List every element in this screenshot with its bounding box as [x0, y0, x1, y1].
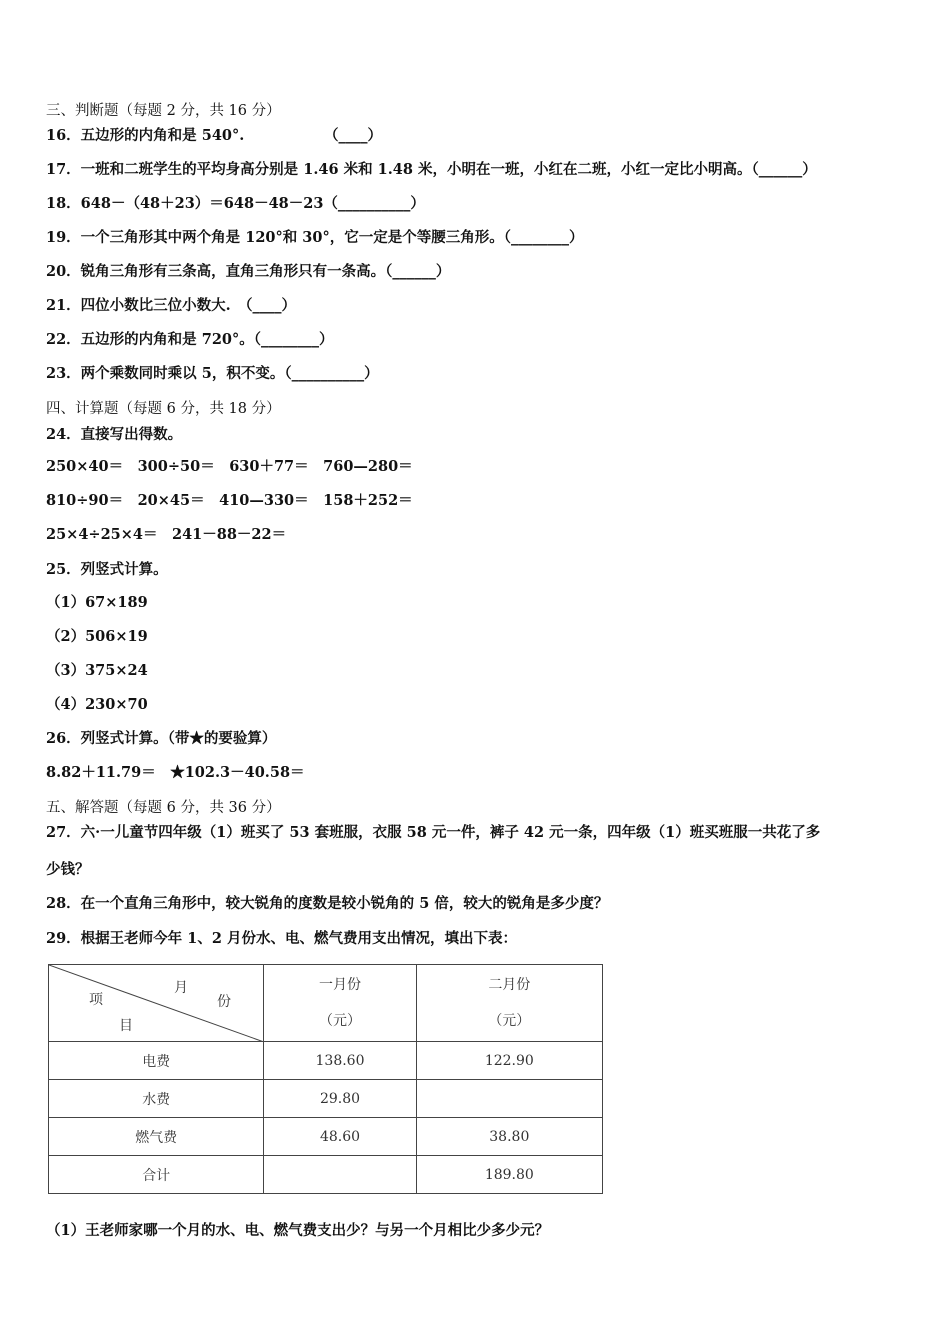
corner-label-fen: 份	[217, 994, 231, 1010]
question-20: 20．锐角三角形有三条高，直角三角形只有一条高。（______）	[46, 263, 451, 280]
february-cell: 122.90	[416, 1042, 602, 1080]
february-cell: 189.80	[416, 1156, 602, 1194]
sec5-heading: 五、解答题（每题 6 分，共 36 分）	[46, 800, 281, 816]
corner-label-item: 项	[89, 992, 103, 1008]
q24-row-3: 25×4÷25×4＝ 241－88－22＝	[46, 526, 287, 543]
january-cell: 138.60	[264, 1042, 416, 1080]
january-title: 一月份	[319, 977, 361, 993]
question-29: 29．根据王老师今年 1、2 月份水、电、燃气费用支出情况，填出下表：	[46, 930, 517, 947]
corner-label-mu: 目	[119, 1018, 133, 1034]
february-unit: （元）	[488, 1013, 531, 1029]
january-cell	[264, 1156, 416, 1194]
question-23: 23．两个乘数同时乘以 5，积不变。（__________）	[46, 365, 379, 382]
q25-item-2: （2）506×19	[46, 628, 148, 645]
row-label: 水费	[49, 1080, 264, 1118]
question-19: 19．一个三角形其中两个角是 120°和 30°，它一定是个等腰三角形。（________）	[46, 229, 584, 246]
question-27-line-1: 27．六·一儿童节四年级（1）班买了 53 套班服，衣服 58 元一件，裤子 42 元一条，四年级（1）班买班服一共花了多	[46, 824, 821, 841]
q25-item-4: （4）230×70	[46, 696, 148, 713]
table-row	[49, 1156, 603, 1194]
header-february	[416, 965, 602, 1042]
corner-label-month: 月	[174, 980, 188, 996]
q25-item-3: （3）375×24	[46, 662, 148, 679]
question-17: 17．一班和二班学生的平均身高分别是 1.46 米和 1.48 米，小明在一班，小红在二班，小红一定比小明高。（______）	[46, 161, 817, 178]
january-cell: 29.80	[264, 1080, 416, 1118]
february-cell	[416, 1080, 602, 1118]
february-cell: 38.80	[416, 1118, 602, 1156]
table-row	[49, 1080, 603, 1118]
fee-table	[48, 964, 603, 1194]
row-label: 合计	[49, 1156, 264, 1194]
question-26: 26．列竖式计算。（带★的要验算）	[46, 730, 277, 747]
q26-row: 8.82＋11.79＝ ★102.3－40.58＝	[46, 764, 305, 781]
question-25: 25．列竖式计算。	[46, 561, 168, 578]
question-24: 24．直接写出得数。	[46, 426, 183, 443]
row-label: 燃气费	[49, 1118, 264, 1156]
question-21: 21．四位小数比三位小数大. （____）	[46, 297, 296, 314]
diagonal-line	[49, 965, 264, 1042]
question-28: 28．在一个直角三角形中，较大锐角的度数是较小锐角的 5 倍，较大的锐角是多少度？	[46, 895, 609, 912]
question-27-line-2: 少钱？	[46, 861, 90, 878]
fee-table-wrapper	[48, 964, 603, 1193]
sec3-heading: 三、判断题（每题 2 分，共 16 分）	[46, 103, 281, 119]
corner-header-cell	[49, 965, 264, 1042]
question-18: 18．648－（48＋23）＝648－48－23（__________）	[46, 195, 425, 212]
question-29-part-1: （1）王老师家哪一个月的水、电、燃气费支出少？与另一个月相比少多少元？	[46, 1222, 550, 1239]
sec4-heading: 四、计算题（每题 6 分，共 18 分）	[46, 401, 281, 417]
header-january	[264, 965, 416, 1042]
q24-row-1: 250×40＝ 300÷50＝ 630＋77＝ 760—280＝	[46, 458, 413, 475]
table-row	[49, 1118, 603, 1156]
january-cell: 48.60	[264, 1118, 416, 1156]
february-title: 二月份	[488, 977, 531, 993]
question-22: 22．五边形的内角和是 720°。（________）	[46, 331, 334, 348]
q24-row-2: 810÷90＝ 20×45＝ 410—330＝ 158＋252＝	[46, 492, 413, 509]
question-16: 16．五边形的内角和是 540°. （____）	[46, 127, 383, 144]
table-row	[49, 1042, 603, 1080]
january-unit: （元）	[319, 1013, 361, 1029]
q25-item-1: （1）67×189	[46, 594, 148, 611]
row-label: 电费	[49, 1042, 264, 1080]
